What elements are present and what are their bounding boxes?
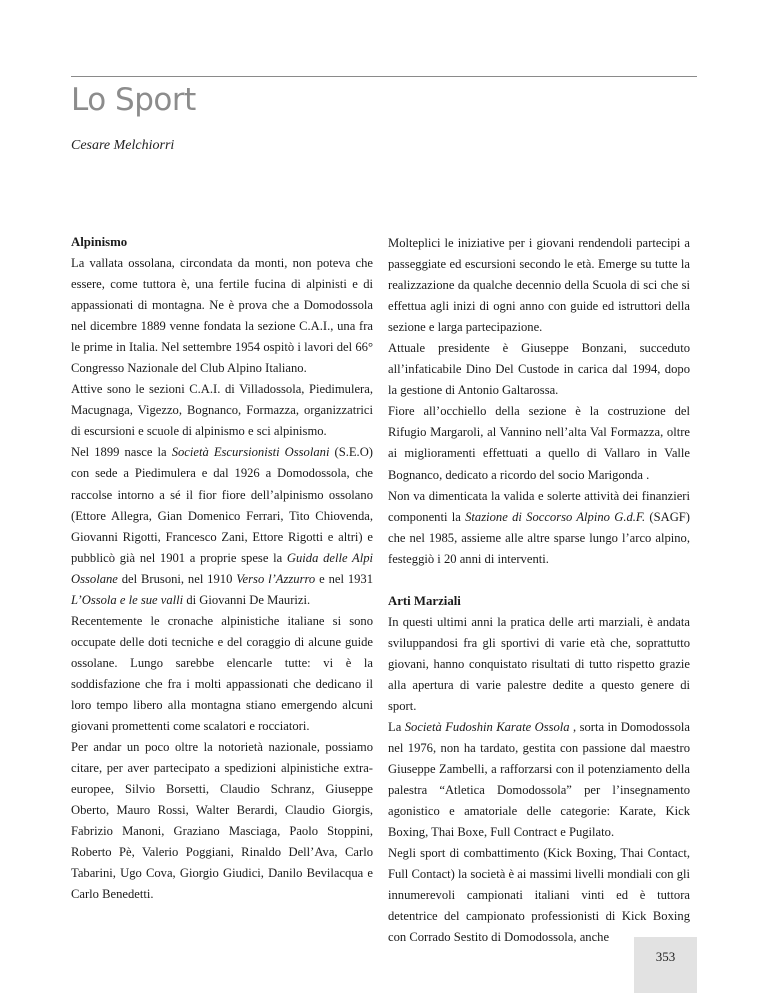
paragraph <box>388 717 690 843</box>
text-run: (S.E.O) con sede a Piedimulera e dal 1926 a Domodossola, che raccolse intorno a sé il fior fiore dell’alpinismo ossolano (Ettore Allegra, Gian Domenico Ferrari, Tito Chiovenda, Giovanni Rigotti, Francesco Zani, Ettore Rigotti e altri) e pubblicò già nel 1901 a proprie spese la <box>71 445 373 565</box>
section-heading-alpinismo: Alpinismo <box>71 235 128 249</box>
page-title: Lo Sport <box>71 82 196 118</box>
text-run: di Giovanni De Maurizi. <box>183 592 311 607</box>
text-run: Nel 1899 nasce la <box>71 445 172 460</box>
paragraph <box>71 442 373 610</box>
text-run: , sorta in Domodossola nel 1976, non ha tardato, gestita con passione dal maestro Giuseppe Zambelli, a rafforzarsi con il potenziamento della palestra “Atletica Domodossola” per l’insegnamento agonistico e amatoriale delle categorie: Karate, Kick Boxing, Thai Boxe, Full Contract e Pugilato. <box>388 719 690 840</box>
header-rule <box>71 76 697 77</box>
text-run: del Brusoni, nel 1910 <box>117 571 237 586</box>
paragraph: La vallata ossolana, circondata da monti, non poteva che essere, come tuttora è, una fertile fucina di alpinisti e di appassionati di montagna. Ne è prova che a Domodossola nel dicembre 1889 venne fondata la sezione C.A.I., una fra le prime in Italia. Nel settembre 1954 ospitò i lavori del 66° Congresso Nazionale del Club Alpino Italiano. <box>71 256 373 376</box>
author-name: Cesare Melchiorri <box>71 138 175 153</box>
section-heading-arti-marziali: Arti Marziali <box>388 593 461 608</box>
italic-title: Guida delle Alpi Ossolane <box>71 550 374 586</box>
italic-title: L’Ossola e le sue valli <box>71 592 184 607</box>
italic-title: Società Escursionisti Ossolani <box>171 445 330 460</box>
italic-title: Verso l’Azzurro <box>236 571 316 586</box>
text-run: Non va dimenticata la valida e solerte attività dei finanzieri componenti la <box>388 488 690 524</box>
paragraph: In questi ultimi anni la pratica delle arti marziali, è andata sviluppandosi fra gli sportivi di varie età che, soprattutto giovani, hanno conquistato risultati di tutto rispetto grazie alla apertura di varie palestre dedite a questo genere di sport. <box>388 614 690 713</box>
paragraph: Recentemente le cronache alpinistiche italiane si sono occupate delle doti tecniche e del coraggio di alcune guide ossolane. Lungo sarebbe elencarle tutte: vi è la soddisfazione che fra i molti appassionati che dedicano il loro tempo libero alla montagna stiano emergendo alcuni giovani promettenti come scalatori e rocciatori. <box>71 613 373 734</box>
italic-title: Società Fudoshin Karate Ossola <box>404 719 570 734</box>
paragraph: Molteplici le iniziative per i giovani rendendoli partecipi a passeggiate ed escursioni secondo le età. Emerge su tutte la realizzazione da qualche decennio della Scuola di sci che si effettua agli inizi di ogni anno con guide ed istruttori della sezione e larga partecipazione. <box>388 236 690 335</box>
italic-title: Stazione di Soccorso Alpino G.d.F. <box>465 509 646 524</box>
paragraph: Per andar un poco oltre la notorietà nazionale, possiamo citare, per aver partecipato a spedizioni alpinistiche extra-europee, Silvio Borsetti, Claudio Schranz, Giuseppe Oberto, Mauro Rossi, Walter Berardi, Claudio Giorgis, Fabrizio Manoni, Graziano Masciaga, Paolo Stoppini, Roberto Pè, Valerio Poggiani, Rinaldo Dell’Ava, Carlo Tabarini, Ugo Cova, Giorgio Giudici, Danilo Bevilacqua e Carlo Benedetti. <box>71 740 373 902</box>
page-number: 353 <box>655 949 676 964</box>
paragraph: Attive sono le sezioni C.A.I. di Villadossola, Piedimulera, Macugnaga, Vigezzo, Bognanco, Formazza, organizzatrici di escursioni e scuole di alpinismo e sci alpinismo. <box>71 382 373 439</box>
paragraph: Fiore all’occhiello della sezione è la costruzione del Rifugio Margaroli, al Vannino nell’alta Val Formazza, oltre ai miglioramenti effettuati a quello di Vallaro in Valle Bognanco, dedicato a ricordo del socio Marigonda . <box>388 404 690 482</box>
paragraph <box>388 486 690 570</box>
text-run: e nel 1931 <box>315 571 374 586</box>
page-number-box <box>634 937 697 993</box>
right-column <box>388 233 690 949</box>
paragraph: Negli sport di combattimento (Kick Boxing, Thai Contact, Full Contact) la società è ai massimi livelli mondiali con gli innumerevoli campionati italiani vinti ed è tuttora detentrice del campionato professionisti di Kick Boxing con Corrado Sestito di Domodossola, anche <box>388 846 690 945</box>
text-run: (SAGF) che nel 1985, assieme alle altre sparse lungo l’arco alpino, festeggiò i 20 anni di interventi. <box>388 509 691 566</box>
paragraph: Attuale presidente è Giuseppe Bonzani, succeduto all’infaticabile Dino Del Custode in carica dal 1994, dopo la gestione di Antonio Galtarossa. <box>388 341 690 398</box>
left-column <box>71 232 373 905</box>
text-run: La <box>388 719 405 734</box>
